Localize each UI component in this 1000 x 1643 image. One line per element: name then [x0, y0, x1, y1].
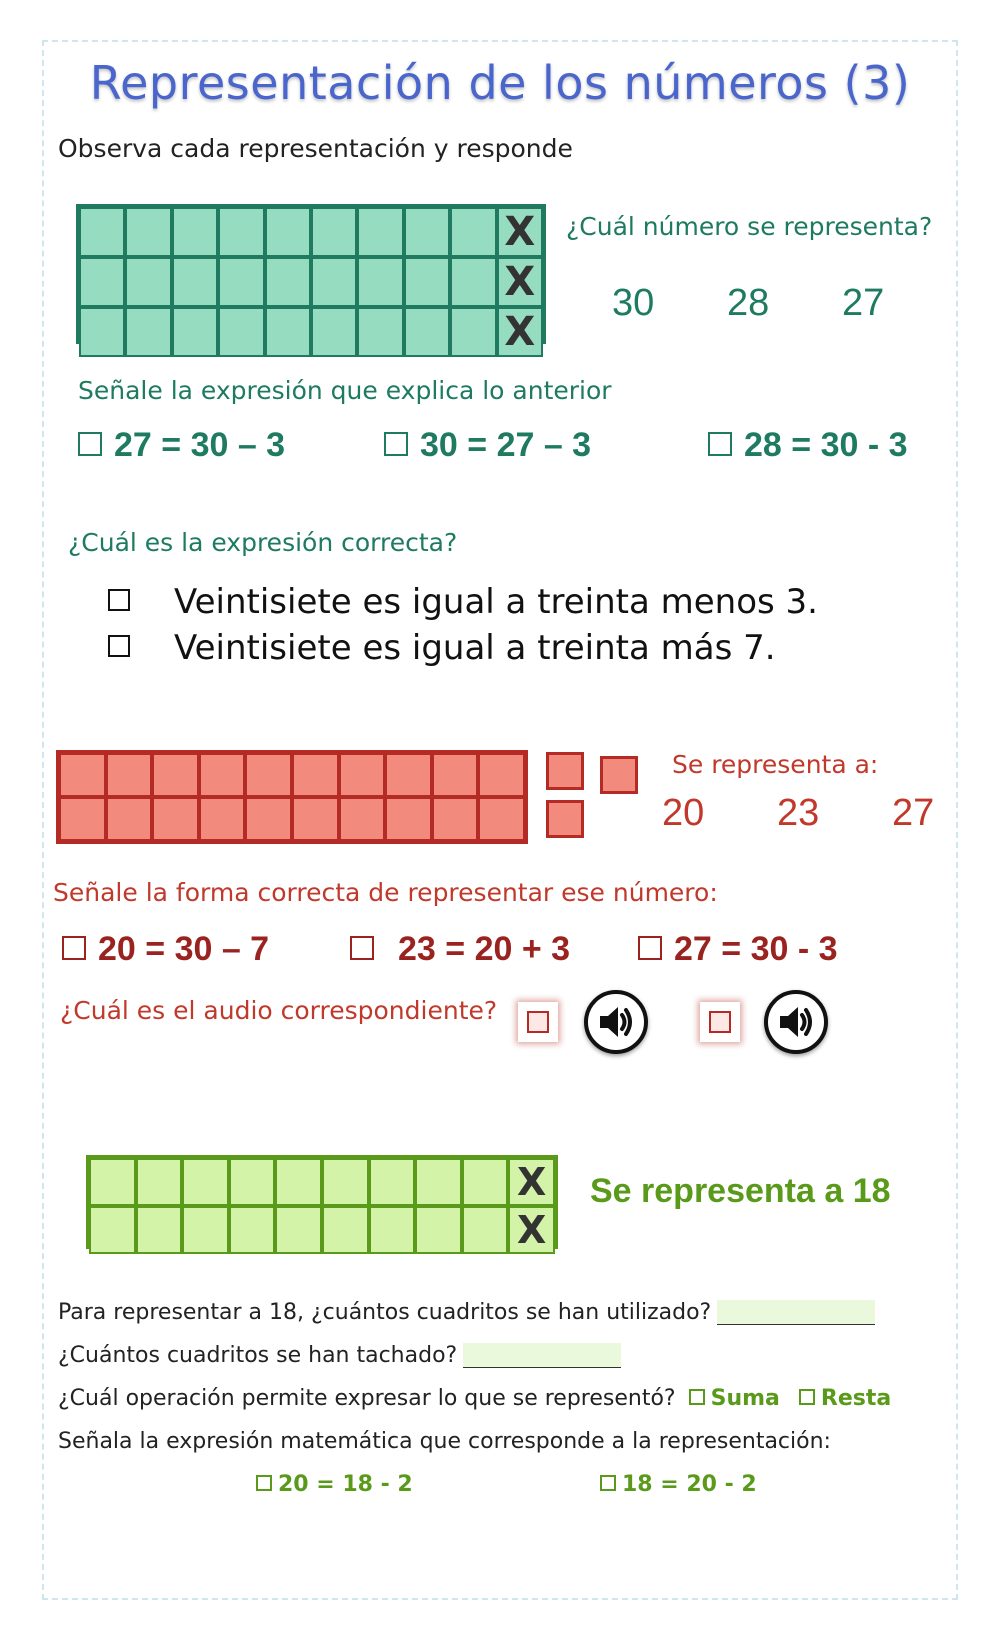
answer-field[interactable]	[463, 1343, 621, 1368]
grid-cell	[59, 753, 106, 797]
grid-cell	[79, 257, 125, 307]
grid-cell	[229, 1158, 276, 1206]
speaker-icon[interactable]	[764, 990, 828, 1054]
crossed-cell: X	[508, 1158, 555, 1206]
grid-cell	[182, 1206, 229, 1254]
option-label: 18 = 20 - 2	[622, 1472, 757, 1497]
statement-option-1[interactable]	[108, 582, 818, 622]
grid-cell	[311, 307, 357, 357]
grid-cell	[462, 1158, 509, 1206]
grid-cell	[369, 1206, 416, 1254]
grid-cell	[152, 797, 199, 841]
checkbox[interactable]	[256, 1475, 272, 1491]
crossed-cell: X	[497, 207, 543, 257]
grid-cell	[404, 257, 450, 307]
representation-option-3[interactable]	[638, 930, 838, 969]
grid-cell	[136, 1158, 183, 1206]
grid-cell	[357, 257, 403, 307]
grid-cell	[385, 753, 432, 797]
grid-cell	[404, 307, 450, 357]
grid-cell	[89, 1158, 136, 1206]
grid-cell	[245, 753, 292, 797]
grid-cell	[218, 307, 264, 357]
answer-field[interactable]	[717, 1300, 875, 1325]
operation-question	[58, 1386, 891, 1411]
grid-cell	[385, 797, 432, 841]
grid-cell	[311, 257, 357, 307]
grid-cell	[172, 257, 218, 307]
option-label: 23 = 20 + 3	[398, 930, 571, 968]
squares-used-question	[58, 1300, 875, 1325]
checkbox[interactable]	[62, 936, 86, 960]
grid-cell	[218, 257, 264, 307]
grid-cell	[59, 797, 106, 841]
grid-cell	[415, 1158, 462, 1206]
grid-cell	[275, 1206, 322, 1254]
audio-question: ¿Cuál es el audio correspondiente?	[60, 996, 498, 1025]
number-option-20[interactable]: 20	[662, 792, 705, 834]
grid-cell	[125, 207, 171, 257]
checkbox[interactable]	[638, 936, 662, 960]
correct-expression-question: ¿Cuál es la expresión correcta?	[68, 528, 458, 557]
crossed-cell: X	[497, 257, 543, 307]
green-ten-frame-grid	[86, 1155, 558, 1252]
grid-cell	[125, 257, 171, 307]
checkbox[interactable]	[708, 432, 732, 456]
number-option-27[interactable]: 27	[842, 282, 885, 324]
checkbox[interactable]	[108, 589, 130, 611]
grid-cell	[152, 753, 199, 797]
expression-option-2[interactable]	[384, 426, 591, 465]
grid-cell	[292, 753, 339, 797]
grid-cell	[136, 1206, 183, 1254]
grid-cell	[218, 207, 264, 257]
represents-question: Se representa a:	[672, 750, 879, 779]
loose-unit-square	[546, 752, 584, 790]
teal-ten-frame-grid	[76, 204, 546, 355]
grid-cell	[478, 753, 525, 797]
checkbox[interactable]	[78, 432, 102, 456]
statement-label: Veintisiete es igual a treinta más 7.	[174, 628, 776, 668]
statement-option-2[interactable]	[108, 628, 776, 668]
number-option-23[interactable]: 23	[777, 792, 820, 834]
audio-checkbox-2[interactable]	[700, 1002, 740, 1042]
statement-label: Veintisiete es igual a treinta menos 3.	[174, 582, 818, 622]
checkbox[interactable]	[799, 1389, 815, 1405]
number-option-27[interactable]: 27	[892, 792, 935, 834]
squares-crossed-question	[58, 1343, 621, 1368]
option-label: 20 = 18 - 2	[278, 1472, 413, 1497]
grid-cell	[339, 797, 386, 841]
crossed-cell: X	[497, 307, 543, 357]
crossed-cell: X	[508, 1206, 555, 1254]
grid-cell	[415, 1206, 462, 1254]
grid-cell	[182, 1158, 229, 1206]
number-option-28[interactable]: 28	[727, 282, 770, 324]
grid-cell	[265, 207, 311, 257]
option-label: 27 = 30 - 3	[674, 930, 838, 968]
option-label: 27 = 30 – 3	[114, 426, 286, 464]
grid-cell	[79, 207, 125, 257]
page-title: Representación de los números (3)	[89, 56, 911, 110]
grid-cell	[199, 797, 246, 841]
expression-option-1[interactable]	[78, 426, 285, 465]
grid-cell	[478, 797, 525, 841]
instruction-text: Observa cada representación y responde	[58, 134, 573, 163]
question-text: Para representar a 18, ¿cuántos cuadritos se han utilizado?	[58, 1300, 712, 1325]
checkbox[interactable]	[108, 635, 130, 657]
grid-cell	[292, 797, 339, 841]
grid-cell	[311, 207, 357, 257]
operation-option-suma[interactable]	[689, 1386, 780, 1411]
grid-cell	[172, 207, 218, 257]
option-label: 20 = 30 – 7	[98, 930, 270, 968]
option-label: 30 = 27 – 3	[420, 426, 592, 464]
grid-cell	[125, 307, 171, 357]
grid-cell	[322, 1206, 369, 1254]
loose-unit-square	[546, 800, 584, 838]
number-option-30[interactable]: 30	[612, 282, 655, 324]
grid-cell	[265, 257, 311, 307]
grid-cell	[450, 307, 496, 357]
checkbox[interactable]	[689, 1389, 705, 1405]
operation-option-resta[interactable]	[799, 1386, 891, 1411]
audio-checkbox-1[interactable]	[518, 1002, 558, 1042]
representation-option-1[interactable]	[62, 930, 269, 969]
grid-cell	[432, 797, 479, 841]
grid-cell	[275, 1158, 322, 1206]
representation-option-2[interactable]	[350, 930, 570, 969]
question-text: ¿Cuál operación permite expresar lo que se representó?	[58, 1386, 676, 1411]
grid-cell	[265, 307, 311, 357]
option-label: Suma	[710, 1386, 780, 1411]
option-label: 28 = 30 - 3	[744, 426, 908, 464]
question-text: ¿Cuántos cuadritos se han tachado?	[58, 1343, 458, 1368]
grid-cell	[357, 207, 403, 257]
speaker-icon[interactable]	[584, 990, 648, 1054]
checkbox[interactable]	[350, 936, 374, 960]
expression-prompt: Señale la expresión que explica lo anterior	[78, 376, 612, 405]
math-option-1[interactable]	[256, 1472, 413, 1497]
grid-cell	[462, 1206, 509, 1254]
math-option-2[interactable]	[600, 1472, 757, 1497]
grid-cell	[432, 753, 479, 797]
math-expression-question: Señala la expresión matemática que corresponde a la representación:	[58, 1429, 831, 1454]
grid-cell	[79, 307, 125, 357]
which-number-question: ¿Cuál número se representa?	[566, 212, 933, 241]
loose-unit-square	[600, 756, 638, 794]
checkbox[interactable]	[600, 1475, 616, 1491]
expression-option-3[interactable]	[708, 426, 908, 465]
grid-cell	[229, 1206, 276, 1254]
option-label: Resta	[820, 1386, 892, 1411]
red-ten-frame-grid	[56, 750, 528, 844]
grid-cell	[369, 1158, 416, 1206]
grid-cell	[450, 207, 496, 257]
grid-cell	[172, 307, 218, 357]
grid-cell	[89, 1206, 136, 1254]
grid-cell	[245, 797, 292, 841]
grid-cell	[339, 753, 386, 797]
grid-cell	[106, 753, 153, 797]
checkbox[interactable]	[384, 432, 408, 456]
grid-cell	[322, 1158, 369, 1206]
grid-cell	[199, 753, 246, 797]
representation-prompt: Señale la forma correcta de representar ese número:	[53, 878, 718, 907]
grid-cell	[404, 207, 450, 257]
represents-18-heading: Se representa a 18	[590, 1172, 891, 1210]
grid-cell	[357, 307, 403, 357]
grid-cell	[106, 797, 153, 841]
grid-cell	[450, 257, 496, 307]
